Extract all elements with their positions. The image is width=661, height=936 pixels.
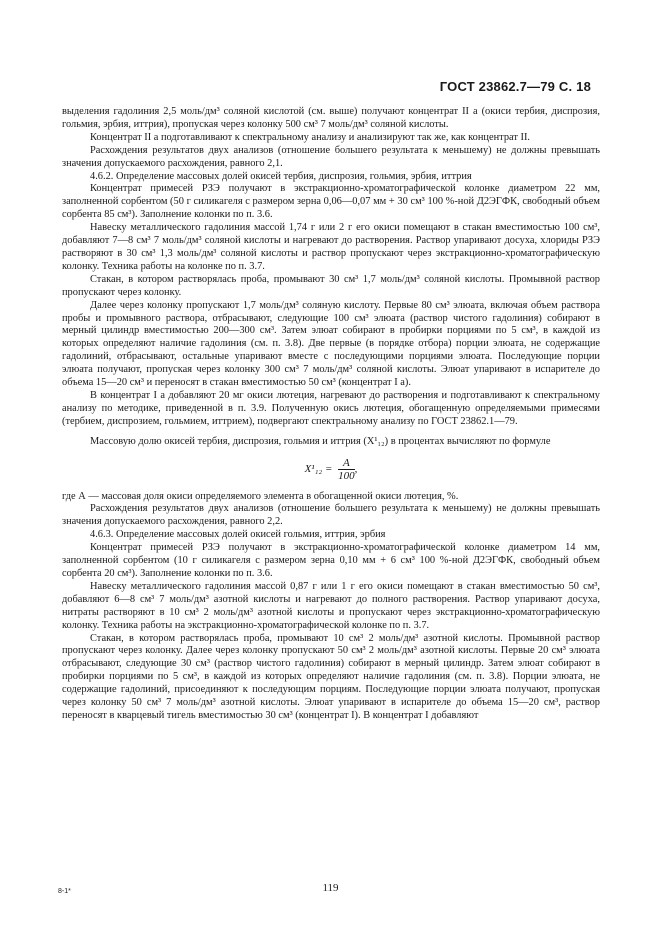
paragraph: Концентрат II а подготавливают к спектральному анализу и анализируют так же, как концентрат II.	[90, 131, 531, 143]
formula-fraction	[338, 457, 355, 482]
paragraph: Массовую долю окисей тербия, диспрозия, гольмия и иттрия (X¹₁₂) в процентах вычисляют по формуле	[90, 435, 551, 447]
formula	[62, 457, 600, 482]
footer-signature-mark: 8-1*	[58, 888, 71, 895]
formula-numerator: A	[338, 457, 355, 470]
formula-denominator: 100	[338, 469, 355, 482]
paragraph: где А — массовая доля окиси определяемого элемента в обогащенной окиси лютеция, %.	[62, 490, 459, 502]
paragraph: Концентрат примесей РЗЭ получают в экстракционно-хроматографической колонке диаметром 22 мм, заполненной сорбентом (50 г силикагеля с размером зерна 0,06—0,07 мм + 30 см³ 100 %-ной Д2ЭГФК, свободный объем сорбента 85 см³). Заполнение колонки по п. 3.6.	[62, 183, 600, 221]
running-header: ГОСТ 23862.7—79 С. 18	[439, 79, 591, 94]
paragraph: Навеску металлического гадолиния массой 0,87 г или 1 г его окиси помещают в стакан вместимостью 50 см³, добавляют 6—8 см³ 7 моль/дм³ азотной кислоты и нагревают до полного растворения. Раствор упаривают досуха, нитраты растворяют в 10 см³ 2 моль/дм³ азотной кислоты и пропускают через экстракционно-хроматографическую колонку. Техника работы на экстракционно-хроматографической колонке по п. 3.7.	[62, 580, 600, 631]
paragraph: В концентрат I а добавляют 20 мг окиси лютеция, нагревают до растворения и подготавливают к спектральному анализу по методике, приведенной в п. 3.9. Полученную окись лютеция, обогащенную определяемыми примесями (тербием, диспрозием, гольмием, иттрием), подвергают спектральному анализу по ГОСТ 23862.1—79.	[62, 389, 600, 427]
paragraph: Стакан, в котором растворялась проба, промывают 10 см³ 2 моль/дм³ азотной кислоты. Промывной раствор пропускают через колонку. Далее через колонку пропускают 50 см³ 2 моль/дм³ азотной кислоты. Первые 20 см³ элюата отбрасывают, следующие 30 см³ (раствор чистого гадолиния) собирают в мерный цилиндр. Затем элюат собирают в пробирки порциями по 5 см³, в каждой из которых определяют наличие гадолиния (см. п. 3.8). Порции элюата, не содержащие гадолиний, присоединяют к последующим порциям. Последующие порции элюата получают, пропуская через колонку 50 см³ 7 моль/дм³ азотной кислоты. Элюат упаривают в испарителе до объема 15—20 см³, раствор переносят в кварцевый тигель вместимостью 30 см³ (концентрат I). В концентрат I добавляют	[62, 632, 600, 721]
paragraph: Навеску металлического гадолиния массой 1,74 г или 2 г его окиси помещают в стакан вместимостью 100 см³, добавляют 7—8 см³ 7 моль/дм³ соляной кислоты и нагревают до растворения. Раствор упаривают досуха, хлориды РЗЭ растворяют в 30 см³ 1,3 моль/дм³ соляной кислоты и раствор пропускают через экстракционно-хроматографическую колонку. Техника работы на колонке по п. 3.7.	[62, 222, 600, 272]
paragraph: Стакан, в котором растворялась проба, промывают 30 см³ 1,7 моль/дм³ соляной кислоты. Промывной раствор пропускают через колонку.	[62, 273, 600, 298]
page-number: 119	[322, 882, 339, 894]
body-text	[62, 106, 600, 723]
paragraph: Далее через колонку пропускают 1,7 моль/дм³ соляную кислоту. Первые 80 см³ элюата, включая объем раствора пробы и промывного раствора, отбрасывают, следующие 100 см³ элюата (раствор чистого гадолиния) собирают в мерный цилиндр вместимостью 200—300 см³. Затем элюат собирают в пробирки порциями по 5 см³, в каждой из которых определяют наличие гадолиния (см. п. 3.8). Две первые (в порядке отбора) порции элюата, не содержащие гадолиний, отбрасывают, остальные упаривают вместе с последующими порциями элюата. Последующие порции элюата получают, пропуская через колонку 300 см³ 7 моль/дм³ соляной кислоты. Элюат упаривают в испарителе до объема 15—20 см³ и переносят в стакан вместимостью 50 см³ (концентрат I а).	[62, 299, 600, 389]
section-heading: 4.6.2. Определение массовых долей окисей тербия, диспрозия, гольмия, эрбия, иттрия	[90, 170, 472, 182]
paragraph: Концентрат примесей РЗЭ получают в экстракционно-хроматографической колонке диаметром 14 мм, заполненной сорбентом (10 г силикагеля с размером зерна 0,10 мм + 6 см³ 100 %-ной Д2ЭГФК, свободный объем сорбента 20 см³). Заполнение колонки по п. 3.6.	[62, 542, 600, 579]
paragraph: Расхождения результатов двух анализов (отношение большего результата к меньшему) не должны превышать значения допускаемого расхождения, равного 2,2.	[62, 503, 600, 528]
section-heading: 4.6.3. Определение массовых долей окисей гольмия, иттрия, эрбия	[90, 529, 386, 541]
paragraph: Расхождения результатов двух анализов (отношение большего результата к меньшему) не должны превышать значения допускаемого расхождения, равного 2,1.	[62, 144, 600, 169]
paragraph: выделения гадолиния 2,5 моль/дм³ соляной кислотой (см. выше) получают концентрат II а (окиси тербия, диспрозия, гольмия, эрбия, иттрия), пропуская через колонку 500 см³ 7 моль/дм³ соляной кислоты.	[62, 106, 600, 130]
formula-tail: ,	[354, 462, 358, 475]
formula-lhs: X¹₁₂ =	[304, 462, 333, 475]
